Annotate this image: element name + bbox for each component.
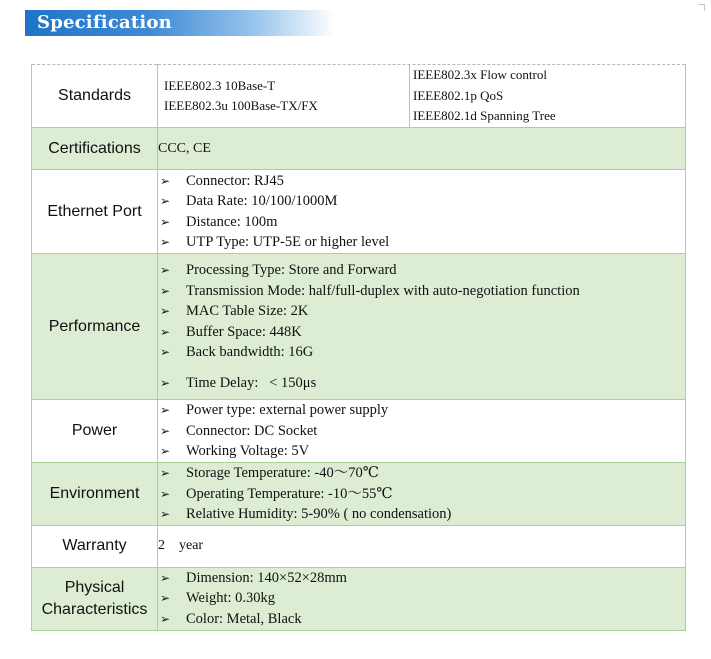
bullet-arrow-icon: ➢ — [160, 444, 171, 459]
row-performance — [32, 254, 686, 400]
value-physical — [158, 567, 686, 630]
bullet-arrow-icon: ➢ — [160, 403, 171, 418]
list-item: ➢ Weight: 0.30kg — [158, 588, 685, 609]
list-item: ➢ Connector: DC Socket — [158, 421, 685, 442]
bullet-arrow-icon: ➢ — [160, 283, 171, 298]
row-physical — [32, 567, 686, 630]
spec-table — [31, 64, 686, 631]
row-power — [32, 400, 686, 463]
bullet-arrow-icon: ➢ — [160, 304, 171, 318]
standards-right-item: IEEE802.1p QoS — [413, 87, 504, 103]
row-warranty — [32, 525, 686, 567]
list-item: ➢ Working Voltage: 5V — [158, 441, 685, 462]
label-ethernet-port: Ethernet Port — [32, 170, 158, 254]
value-warranty — [158, 525, 686, 567]
list-item: ➢ Dimension: 140×52×28mm — [158, 568, 685, 589]
bullet-arrow-icon: ➢ — [160, 486, 171, 501]
label-physical-line1: Physical — [64, 578, 125, 596]
label-physical-line2: Characteristics — [41, 600, 148, 618]
certifications-text: CCC, CE — [158, 140, 211, 156]
bullet-arrow-icon: ➢ — [160, 263, 171, 277]
list-item: ➢ Back bandwidth: 16G — [158, 342, 685, 363]
standards-left — [158, 65, 410, 127]
list-item: ➢ Color: Metal, Black — [158, 609, 685, 630]
row-ethernet-port — [32, 170, 686, 254]
standards-left-item: IEEE802.3u 100Base-TX/FX — [164, 98, 318, 113]
row-standards — [32, 65, 686, 128]
label-standards: Standards — [32, 65, 158, 128]
value-ethernet-port — [158, 170, 686, 254]
label-power: Power — [32, 400, 158, 463]
list-item: ➢ Power type: external power supply — [158, 400, 685, 421]
list-item: ➢ MAC Table Size: 2K — [158, 301, 685, 322]
row-environment — [32, 463, 686, 526]
label-warranty: Warranty — [32, 525, 158, 567]
list-item: ➢ Connector: RJ45 — [158, 171, 685, 192]
corner-mark — [698, 4, 705, 11]
label-environment: Environment — [32, 463, 158, 526]
list-item: ➢ Relative Humidity: 5-90% ( no condensation) — [158, 504, 685, 525]
bullet-arrow-icon: ➢ — [160, 214, 171, 229]
list-item: ➢ Data Rate: 10/100/1000M — [158, 191, 685, 212]
bullet-arrow-icon: ➢ — [160, 345, 171, 359]
standards-right-item: IEEE802.1d Spanning Tree — [413, 108, 556, 124]
bullet-arrow-icon: ➢ — [160, 611, 171, 626]
bullet-arrow-icon: ➢ — [160, 324, 171, 339]
list-item: ➢ UTP Type: UTP-5E or higher level — [158, 232, 685, 253]
standards-right — [410, 65, 685, 127]
section-title: Specification — [37, 12, 172, 33]
warranty-text: 2 year — [158, 538, 204, 553]
label-physical — [32, 567, 158, 630]
section-banner — [25, 10, 335, 36]
label-performance: Performance — [32, 254, 158, 400]
standards-right-item: IEEE802.3x Flow control — [413, 67, 547, 83]
label-certifications: Certifications — [32, 128, 158, 170]
bullet-arrow-icon: ➢ — [160, 173, 171, 188]
bullet-arrow-icon: ➢ — [160, 507, 171, 521]
list-item: ➢ Buffer Space: 448K — [158, 322, 685, 343]
standards-left-item: IEEE802.3 10Base-T — [164, 78, 276, 93]
bullet-arrow-icon: ➢ — [160, 235, 171, 249]
bullet-arrow-icon: ➢ — [160, 466, 171, 480]
list-item: ➢ Storage Temperature: -40～70℃ — [158, 463, 685, 484]
bullet-arrow-icon: ➢ — [160, 591, 171, 606]
list-item: ➢ Transmission Mode: half/full-duplex with auto-negotiation function — [158, 281, 685, 302]
value-certifications — [158, 128, 686, 170]
bullet-arrow-icon: ➢ — [160, 194, 171, 208]
bullet-arrow-icon: ➢ — [160, 423, 171, 438]
value-power — [158, 400, 686, 463]
bullet-arrow-icon: ➢ — [160, 570, 171, 585]
value-performance — [158, 254, 686, 400]
list-item: ➢ Time Delay: < 150μs — [158, 373, 685, 394]
bullet-arrow-icon: ➢ — [160, 375, 171, 390]
list-item: ➢ Operating Temperature: -10～55℃ — [158, 484, 685, 505]
value-environment — [158, 463, 686, 526]
value-standards — [158, 65, 686, 128]
list-item: ➢ Processing Type: Store and Forward — [158, 260, 685, 281]
row-certifications — [32, 128, 686, 170]
list-item: ➢ Distance: 100m — [158, 212, 685, 233]
